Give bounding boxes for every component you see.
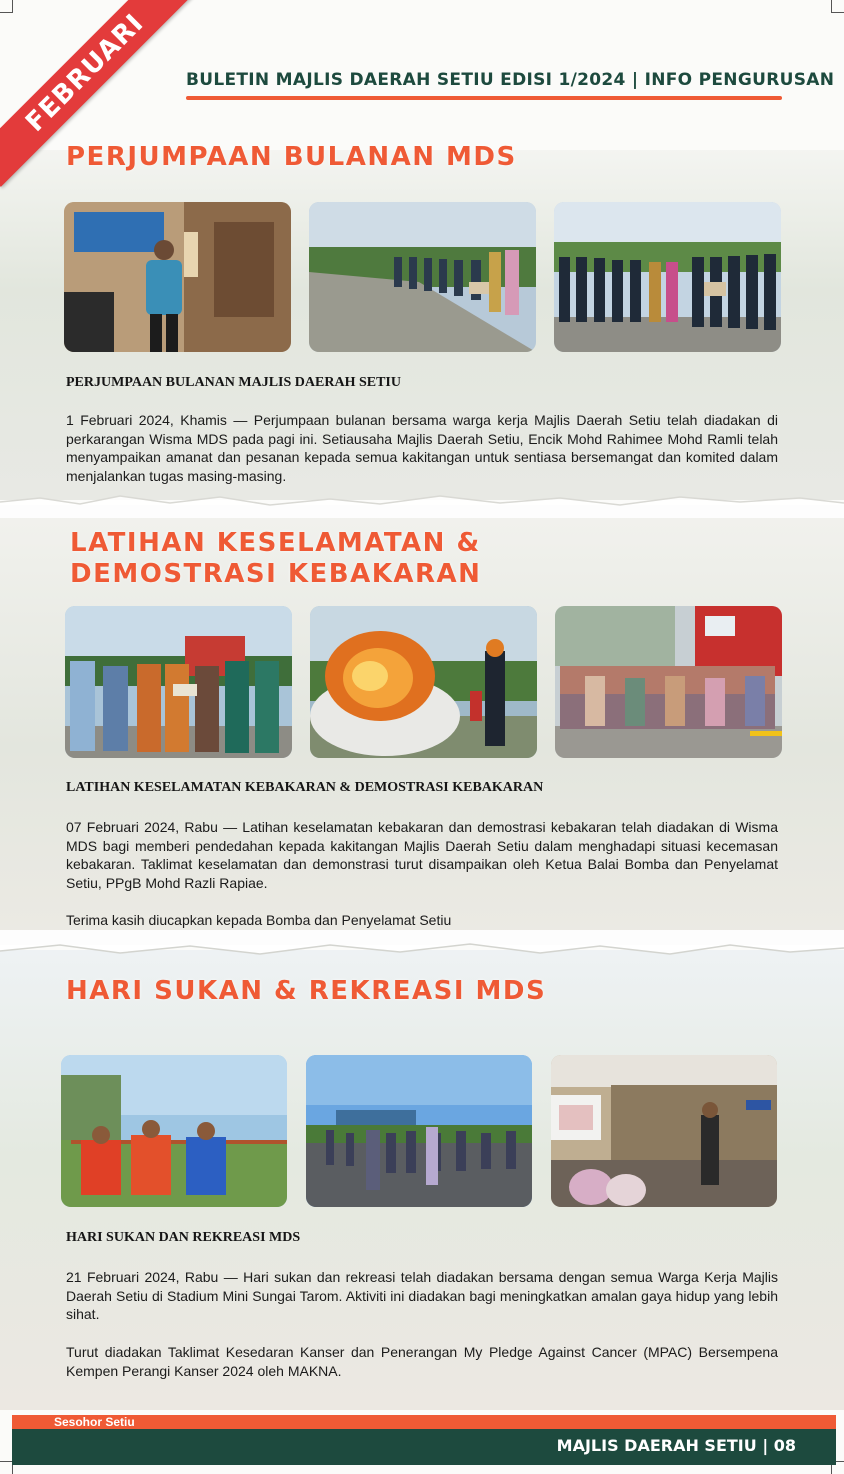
photo-cancer-awareness-talk <box>551 1055 777 1207</box>
crop-mark <box>0 0 13 13</box>
photo-group-exercise <box>306 1055 532 1207</box>
torn-paper-edge <box>0 488 844 518</box>
section-paragraph: 21 Februari 2024, Rabu — Hari sukan dan rekreasi telah diadakan bersama dengan semua Warga Kerja Majlis Daerah Setiu di Stadium Mini Sungai Tarom. Aktiviti ini diadakan bagi meningkatkan amalan gaya hidup yang lebih sihat. <box>66 1269 778 1322</box>
header-underline <box>186 96 782 100</box>
section-subtitle-latihan: LATIHAN KESELAMATAN KEBAKARAN & DEMOSTRASI KEBAKARAN <box>66 780 544 795</box>
photo-fire-demonstration <box>310 606 537 758</box>
photo-lineup-uniform <box>554 202 781 352</box>
section-title-perjumpaan: PERJUMPAAN BULANAN MDS <box>66 142 517 172</box>
photo-group-fire-truck <box>555 606 782 758</box>
section-subtitle-hari-sukan: HARI SUKAN DAN REKREASI MDS <box>66 1230 301 1245</box>
footer-page-label: MAJLIS DAERAH SETIU | 08 <box>556 1436 796 1455</box>
section-paragraph: Turut diadakan Taklimat Kesedaran Kanser dan Penerangan My Pledge Against Cancer (MPAC) Bersempena Kempen Perangi Kanser 2024 oleh MAKNA. <box>66 1344 778 1379</box>
crop-mark <box>831 0 844 13</box>
footer-accent-bar <box>12 1415 836 1429</box>
section-paragraph: Terima kasih diucapkan kepada Bomba dan Penyelamat Setiu <box>66 912 452 928</box>
photo-sports-jerseys <box>61 1055 287 1207</box>
section-paragraph: 07 Februari 2024, Rabu — Latihan keselamatan kebakaran dan demostrasi kebakaran telah diadakan di Wisma MDS bagi memberi pendedahan kepada kakitangan Majlis Daerah Setiu dalam menghadapi situasi kecemasan kebakaran. Taklimat keselamatan dan demonstrasi turut disampaikan oleh Ketua Balai Bomba dan Penyelamat Setiu, PPgB Mohd Razli Rapiae. <box>66 819 778 891</box>
bulletin-header-title: BULETIN MAJLIS DAERAH SETIU EDISI 1/2024 | INFO PENGURUSAN <box>186 70 835 90</box>
section-title-hari-sukan: HARI SUKAN & REKREASI MDS <box>66 976 547 1006</box>
section-subtitle-perjumpaan: PERJUMPAAN BULANAN MAJLIS DAERAH SETIU <box>66 375 401 390</box>
torn-paper-edge <box>0 930 844 964</box>
section-paragraph: 1 Februari 2024, Khamis — Perjumpaan bulanan bersama warga kerja Majlis Daerah Setiu telah diadakan di perkarangan Wisma MDS pada pagi ini. Setiausaha Majlis Daerah Setiu, Encik Mohd Rahimee Mohd Ramli telah menyampaikan amanat dan pesanan kepada semua kakitangan untuk sentiasa bersemangat dan komited dalam menjalankan tugas masing-masing. <box>66 412 778 484</box>
section-title-latihan: LATIHAN KESELAMATAN & DEMOSTRASI KEBAKARAN <box>70 528 482 589</box>
footer-label: Sesohor Setiu <box>54 1415 135 1429</box>
photo-fire-officers-handover <box>65 606 292 758</box>
photo-assembly-staff <box>309 202 536 352</box>
photo-speaker-podium <box>64 202 291 352</box>
month-ribbon: FEBRUARI <box>0 0 199 187</box>
